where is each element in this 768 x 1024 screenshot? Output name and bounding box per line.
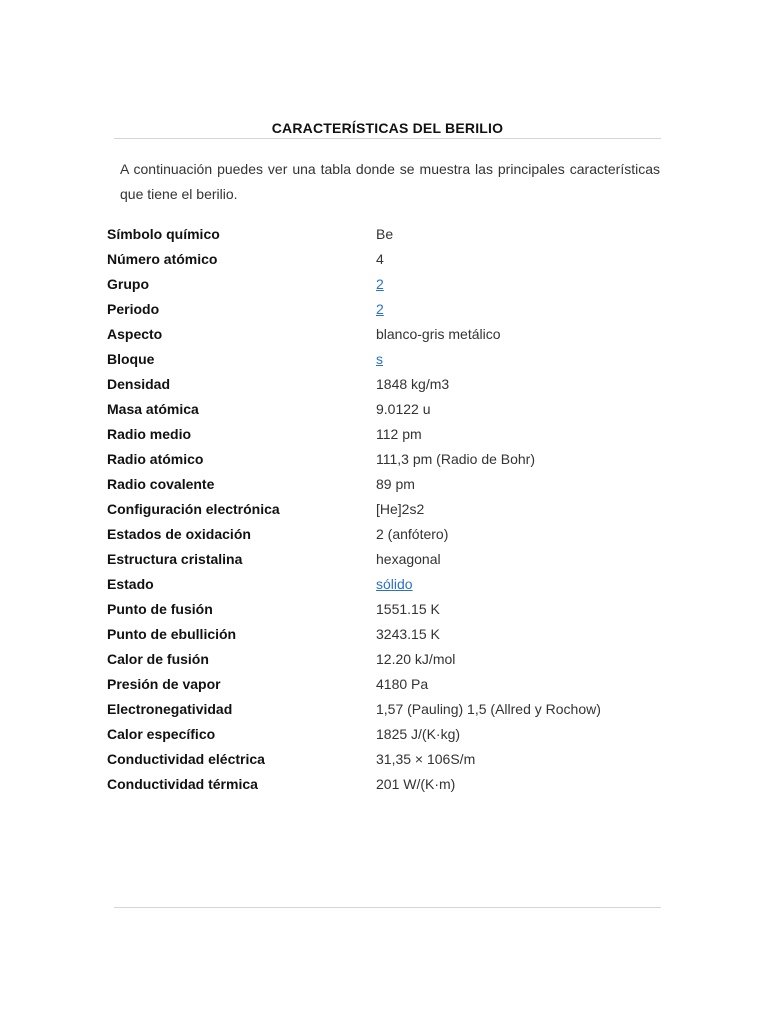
table-row: [107, 746, 667, 771]
property-label: Radio medio: [107, 425, 192, 442]
table-row: [107, 471, 667, 496]
property-value: [He]2s2: [376, 500, 425, 517]
property-label: Calor específico: [107, 725, 216, 742]
page-title: CARACTERÍSTICAS DEL BERILIO: [271, 120, 504, 136]
property-value: 112 pm: [376, 425, 422, 442]
property-value: 89 pm: [376, 475, 415, 492]
property-label: Número atómico: [107, 250, 218, 267]
table-row: [107, 321, 667, 346]
table-row: [107, 496, 667, 521]
table-row: [107, 521, 667, 546]
property-value: hexagonal: [376, 550, 441, 567]
table-row: [107, 546, 667, 571]
property-value: 3243.15 K: [376, 625, 440, 642]
table-row: [107, 421, 667, 446]
property-value: 31,35 × 106S/m: [376, 750, 476, 767]
property-value-cell: [376, 346, 667, 371]
table-row: [107, 446, 667, 471]
table-row: [107, 296, 667, 321]
property-value: 1551.15 K: [376, 600, 440, 617]
property-value: 2 (anfótero): [376, 525, 449, 542]
table-row: [107, 571, 667, 596]
table-row: [107, 371, 667, 396]
property-value-link[interactable]: sólido: [376, 575, 413, 592]
property-label: Punto de fusión: [107, 600, 213, 617]
property-value: 4180 Pa: [376, 675, 429, 692]
property-label: Radio covalente: [107, 475, 215, 492]
property-label: Conductividad térmica: [107, 775, 258, 792]
property-value: Be: [376, 225, 394, 242]
property-value: 12.20 kJ/mol: [376, 650, 456, 667]
property-label: Periodo: [107, 300, 160, 317]
property-label: Estructura cristalina: [107, 550, 243, 567]
table-row: [107, 596, 667, 621]
property-label: Grupo: [107, 275, 149, 292]
property-value-link[interactable]: 2: [376, 275, 384, 292]
table-row: [107, 396, 667, 421]
property-value-link[interactable]: 2: [376, 300, 384, 317]
properties-table: [107, 221, 667, 796]
table-row: [107, 271, 667, 296]
property-value: 9.0122 u: [376, 400, 431, 417]
property-value: 201 W/(K·m): [376, 775, 456, 792]
property-label: Presión de vapor: [107, 675, 221, 692]
property-label: Masa atómica: [107, 400, 199, 417]
property-label: Símbolo químico: [107, 225, 220, 242]
table-row: [107, 246, 667, 271]
table-row: [107, 696, 667, 721]
property-label: Estados de oxidación: [107, 525, 251, 542]
table-row: [107, 721, 667, 746]
property-value: 1,57 (Pauling) 1,5 (Allred y Rochow): [376, 700, 601, 717]
table-row: [107, 346, 667, 371]
table-row: [107, 221, 667, 246]
property-value: 1825 J/(K·kg): [376, 725, 461, 742]
property-value-link[interactable]: s: [376, 350, 383, 367]
property-label: Punto de ebullición: [107, 625, 237, 642]
property-label: Densidad: [107, 375, 171, 392]
table-row: [107, 621, 667, 646]
table-row: [107, 646, 667, 671]
property-label: Calor de fusión: [107, 650, 209, 667]
footer-divider: [114, 907, 661, 908]
property-label: Conductividad eléctrica: [107, 750, 265, 767]
property-label: Estado: [107, 575, 154, 592]
table-row: [107, 671, 667, 696]
property-label: Aspecto: [107, 325, 163, 342]
title-divider: [114, 138, 661, 139]
property-label: Bloque: [107, 350, 155, 367]
property-value: 111,3 pm (Radio de Bohr): [376, 450, 536, 467]
property-label: Electronegatividad: [107, 700, 233, 717]
property-label: Configuración electrónica: [107, 500, 280, 517]
properties-table-body: [107, 221, 667, 796]
property-value: 1848 kg/m3: [376, 375, 450, 392]
property-value-cell: [376, 571, 667, 596]
property-value-cell: [376, 296, 667, 321]
property-value-cell: [376, 271, 667, 296]
table-row: [107, 771, 667, 796]
property-label: Radio atómico: [107, 450, 204, 467]
property-value: 4: [376, 250, 384, 267]
property-value: blanco-gris metálico: [376, 325, 501, 342]
intro-paragraph: A continuación puedes ver una tabla donde se muestra las principales características que tiene el berilio.: [120, 161, 660, 202]
